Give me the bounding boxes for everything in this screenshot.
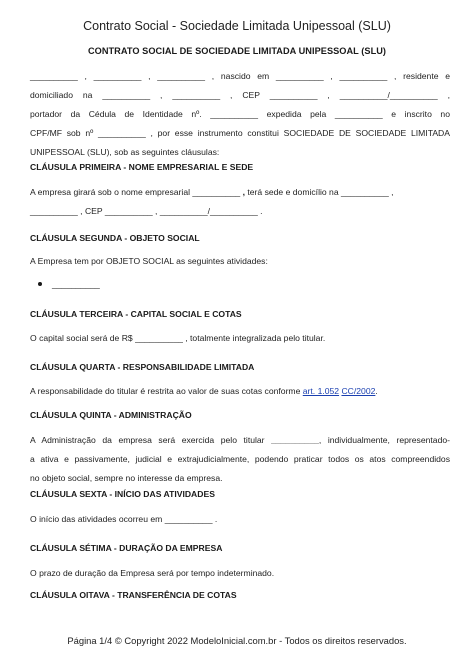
clause-1-line: __________ , CEP __________ , __________/__________ . [30,206,263,216]
clause-2-line: A Empresa tem por OBJETO SOCIAL as seguintes atividades: [30,256,268,266]
clause-5-line [30,431,450,450]
intro-line: portador da Cédula de Identidade nº. __________ expedida pela __________ e inscrito no [30,109,450,119]
clause-1-text [30,183,450,221]
clause-heading: CLÁUSULA OITAVA - TRANSFERÊNCIA DE COTAS [30,590,237,600]
document-title: CONTRATO SOCIAL DE SOCIEDADE LIMITADA UNIPESSOAL (SLU) [87,46,387,56]
clause-4-text [30,382,450,401]
clause-5-blank: __________ [271,435,319,445]
clause-3-line: O capital social será de R$ __________ , totalmente integralizada pelo titular. [30,333,326,343]
clause-7-text [30,564,450,583]
clause-6-text [30,510,450,529]
bullet-text: __________ [52,279,100,289]
clause-7-line: O prazo de duração da Empresa será por tempo indeterminado. [30,568,275,578]
clause-heading: CLÁUSULA SEGUNDA - OBJETO SOCIAL [30,233,200,243]
bullet-list-item [38,279,100,289]
intro-line: UNIPESSOAL (SLU), sob as seguintes cláusulas: [30,147,220,157]
clause-5-text [30,431,450,488]
clause-heading: CLÁUSULA QUARTA - RESPONSABILIDADE LIMITADA [30,362,255,372]
bullet-icon [38,282,42,286]
clause-4-part: A responsabilidade do titular é restrita ao valor de suas cotas conforme [30,386,303,396]
clause-1-comma: , [242,187,245,197]
clause-1-line [30,183,450,202]
clause-heading: CLÁUSULA SEXTA - INÍCIO DAS ATIVIDADES [30,489,215,499]
intro-line: domiciliado na __________ , __________ , CEP __________ , __________/__________ , [30,90,450,100]
civil-code-link[interactable]: CC/2002 [341,386,376,396]
intro-paragraph [30,67,450,162]
clause-4-part: . [375,386,378,396]
clause-heading: CLÁUSULA TERCEIRA - CAPITAL SOCIAL E COTAS [30,309,242,319]
clause-5-part: , individualmente, representado- [318,435,450,445]
clause-2-text [30,252,450,271]
intro-line: CPF/MF sob nº __________ , por esse instrumento constitui SOCIEDADE DE SOCIEDADE LIMITADA [30,128,450,138]
clause-heading: CLÁUSULA SÉTIMA - DURAÇÃO DA EMPRESA [30,543,223,553]
clause-5-line: no objeto social, sempre no interesse da empresa. [30,473,223,483]
clause-heading: CLÁUSULA PRIMEIRA - NOME EMPRESARIAL E SEDE [30,162,254,172]
page-footer: Página 1/4 © Copyright 2022 ModeloInicial.com.br - Todos os direitos reservados. [67,635,407,646]
clause-4-line [30,382,450,401]
page-header: Contrato Social - Sociedade Limitada Unipessoal (SLU) [83,19,391,33]
clause-5-line: a ativa e passivamente, judicial e extrajudicialmente, podendo praticar todos os atos compreendidos [30,454,450,464]
clause-1-part: A empresa girará sob o nome empresarial __________ [30,187,243,197]
clause-6-line: O início das atividades ocorreu em __________ . [30,514,218,524]
intro-line: __________ , __________ , __________ , nascido em __________ , __________ , residente e [30,71,450,81]
clause-5-part: A Administração da empresa será exercida pelo titular [30,435,272,445]
article-link[interactable]: art. 1.052 [302,386,340,396]
clause-heading: CLÁUSULA QUINTA - ADMINISTRAÇÃO [30,410,192,420]
clause-1-part: terá sede e domicílio na __________ , [244,187,394,197]
clause-3-text [30,329,450,348]
